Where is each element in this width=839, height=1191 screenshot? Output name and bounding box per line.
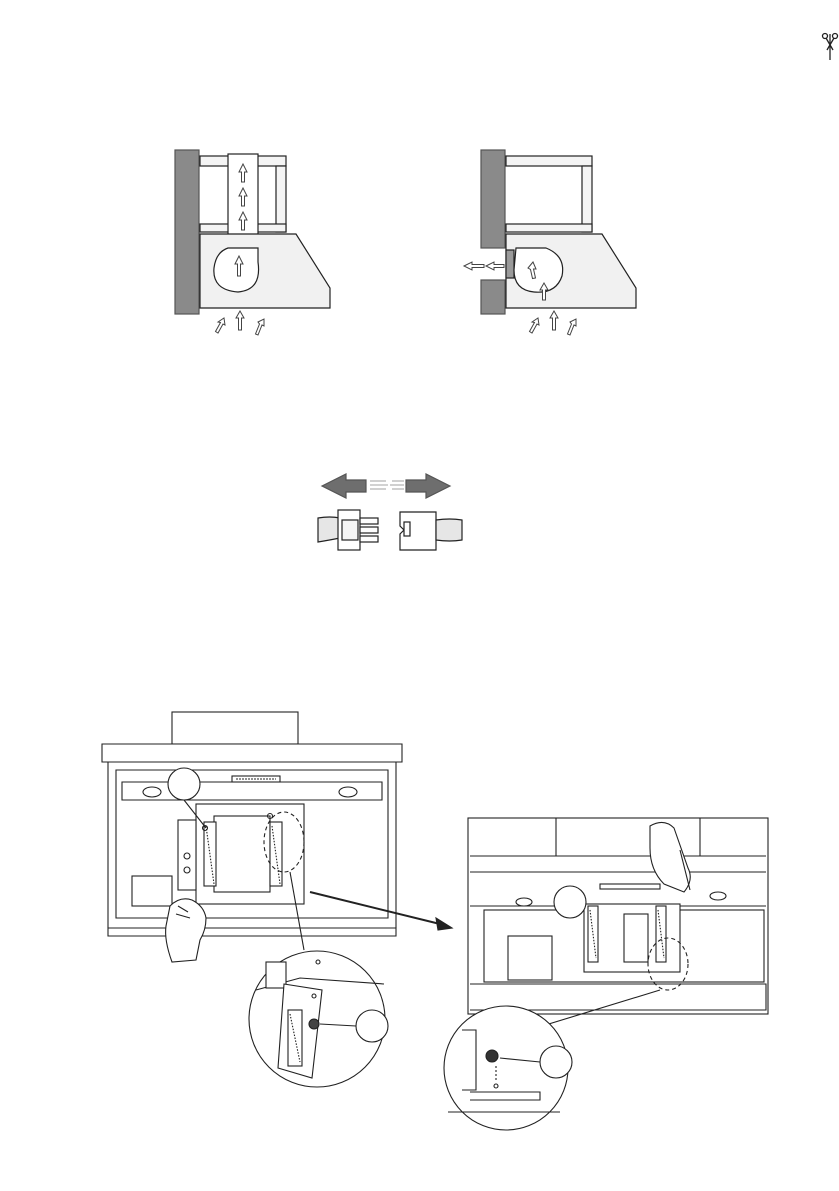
ducted-extraction-diagram — [175, 150, 330, 335]
motor-screw-detail-right — [444, 1006, 572, 1130]
blower-fan-2 — [514, 248, 563, 292]
wall-upper — [481, 150, 505, 248]
wall-left — [175, 150, 199, 314]
connector-disconnect-diagram — [318, 474, 462, 550]
airflow-arrows-in — [216, 311, 265, 335]
callout-2 — [356, 1010, 388, 1042]
hood-motor-removal-overview — [102, 712, 452, 962]
airflow-arrows-side — [464, 262, 504, 270]
callout-1 — [168, 768, 200, 800]
cable-right — [436, 519, 462, 541]
hand-icon — [166, 899, 206, 962]
recirculation-diagram — [464, 150, 636, 335]
airflow-arrows-in-2 — [530, 311, 577, 335]
callout-4 — [540, 1046, 572, 1078]
arrow-right-icon — [406, 474, 450, 498]
outlet-flap — [506, 250, 514, 278]
chimney — [172, 712, 298, 744]
hood-closeup-view — [468, 818, 768, 1034]
hood-canopy — [102, 744, 402, 762]
wall-lower — [481, 280, 505, 314]
light-left — [143, 787, 161, 797]
callout-3 — [554, 886, 586, 918]
scissors-cut-line-icon — [823, 34, 838, 61]
cable-left — [318, 517, 340, 542]
arrow-left-icon — [322, 474, 366, 498]
pointer-arrow — [310, 892, 440, 924]
motor-screw-detail-left — [249, 951, 388, 1087]
light-right — [339, 787, 357, 797]
blower-fan — [214, 248, 259, 292]
